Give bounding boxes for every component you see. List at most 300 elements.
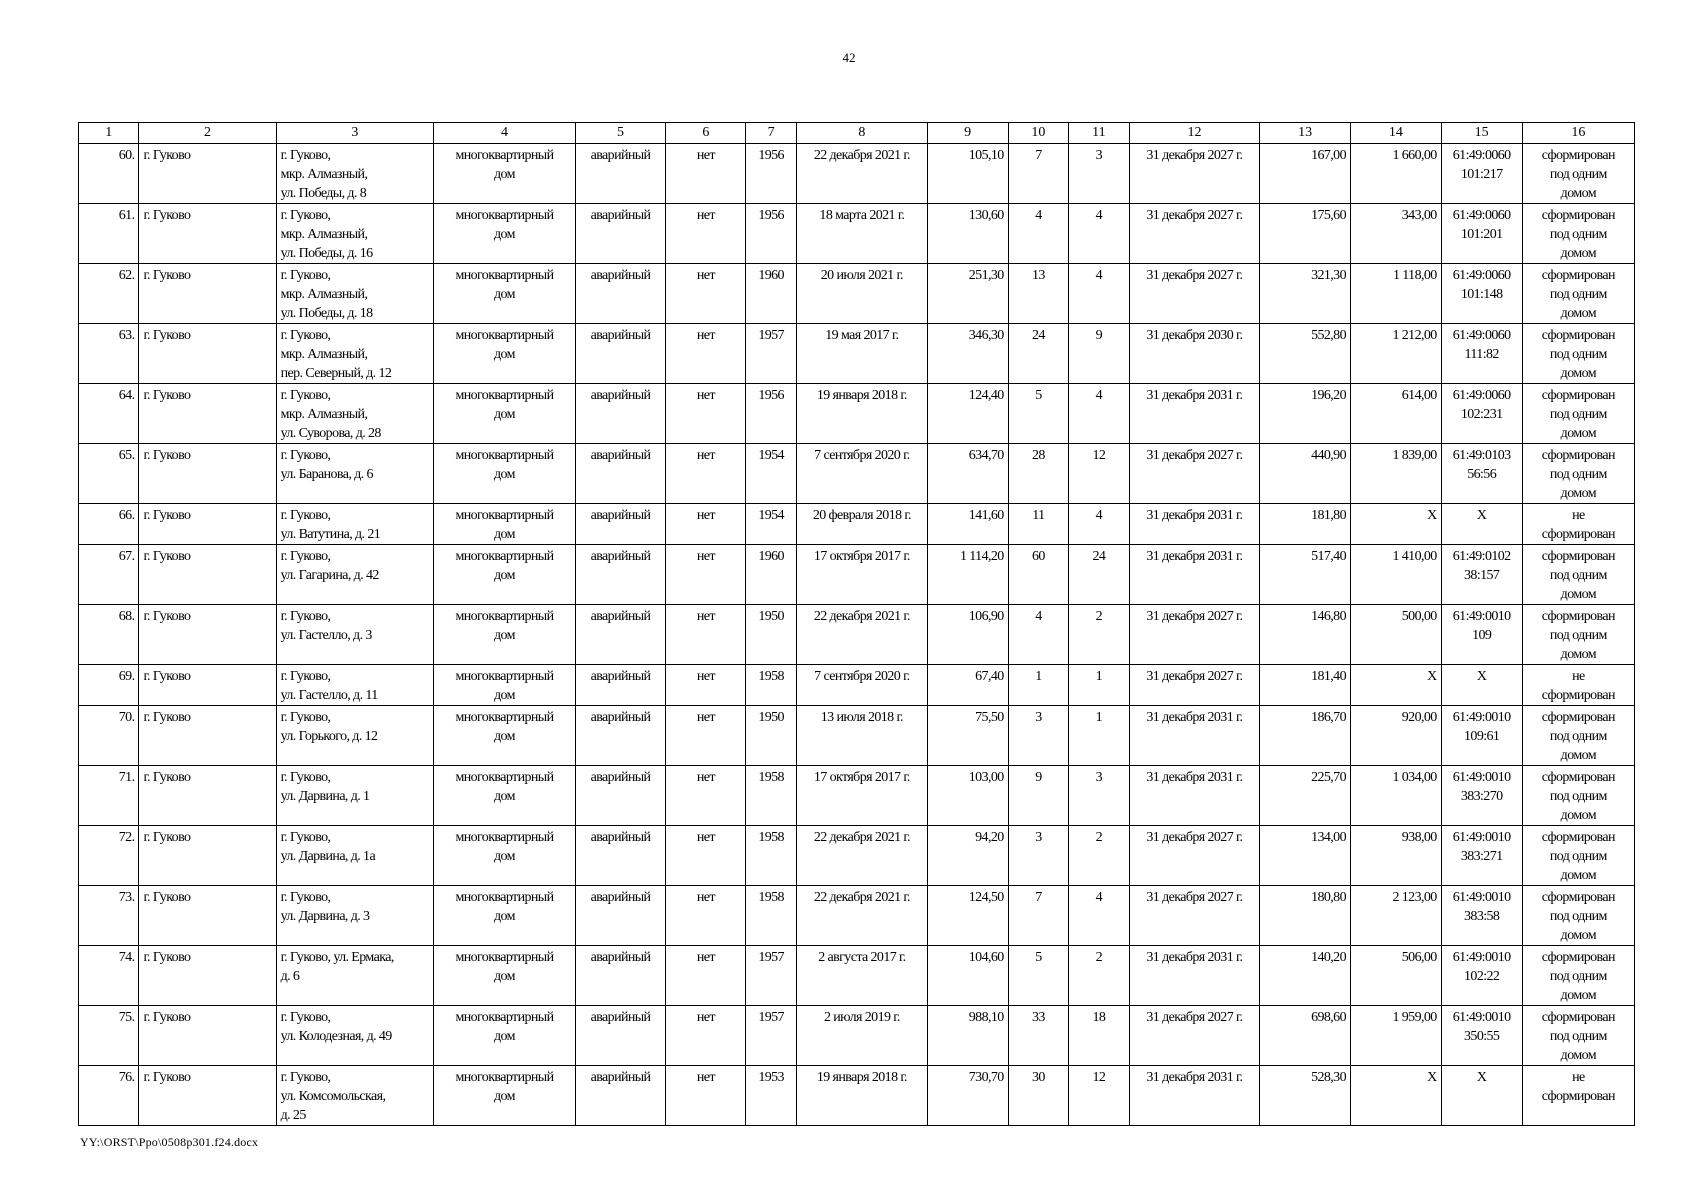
total-area: 730,70 [927, 1066, 1008, 1126]
land-plot-status [1522, 706, 1634, 766]
table-row [79, 706, 1635, 766]
land-plot-status [1522, 766, 1634, 826]
building-type [434, 766, 575, 826]
building-type-line: многоквартирный [455, 1070, 554, 1085]
column-13-value: 181,40 [1260, 665, 1351, 706]
total-area: 67,40 [927, 665, 1008, 706]
column-header-7: 7 [746, 123, 797, 144]
residents-count: 3 [1008, 706, 1068, 766]
address [276, 1006, 434, 1066]
address-line: г. Гуково, [280, 508, 331, 523]
land-plot-status [1522, 384, 1634, 444]
address [276, 144, 434, 204]
building-type-line: многоквартирный [455, 1010, 554, 1025]
settlement: г. Гуково [139, 144, 276, 204]
table-row [79, 264, 1635, 324]
land-plot-area: 920,00 [1350, 706, 1441, 766]
land-plot-status-line: сформирован [1541, 890, 1615, 905]
row-number: 64. [79, 384, 139, 444]
land-plot-status-line: сформирован [1541, 1089, 1615, 1104]
total-area: 104,60 [927, 946, 1008, 1006]
address [276, 605, 434, 665]
cadastral-number [1441, 144, 1522, 204]
address-line: ул. Ватутина, д. 21 [280, 527, 381, 542]
cadastral-number-line: 383:271 [1460, 849, 1503, 864]
resettlement-deadline: 31 декабря 2031 г. [1129, 766, 1260, 826]
land-plot-area: 1 034,00 [1350, 766, 1441, 826]
address [276, 264, 434, 324]
total-area: 141,60 [927, 504, 1008, 545]
building-type-line: многоквартирный [455, 770, 554, 785]
column-header-14: 14 [1350, 123, 1441, 144]
land-plot-status-line: сформирован [1541, 549, 1615, 564]
address-line: д. 6 [280, 969, 300, 984]
building-type [434, 826, 575, 886]
land-plot-area: 343,00 [1350, 204, 1441, 264]
resettlement-deadline: 31 декабря 2027 г. [1129, 826, 1260, 886]
building-type-line: многоквартирный [455, 508, 554, 523]
column-13-value: 134,00 [1260, 826, 1351, 886]
column-header-13: 13 [1260, 123, 1351, 144]
settlement: г. Гуково [139, 826, 276, 886]
settlement: г. Гуково [139, 264, 276, 324]
building-type [434, 144, 575, 204]
apartments-count: 2 [1069, 946, 1129, 1006]
address-line: пер. Северный, д. 12 [280, 366, 392, 381]
building-type-line: дом [494, 568, 515, 583]
address-line: ул. Комсомольская, [280, 1089, 386, 1104]
address-line: ул. Гастелло, д. 3 [280, 628, 372, 643]
address-line: ул. Колодезная, д. 49 [280, 1029, 392, 1044]
cadastral-number-line: 61:49:0010 [1452, 1010, 1511, 1025]
column-13-value: 517,40 [1260, 545, 1351, 605]
cadastral-number-line: 61:49:0060 [1452, 328, 1511, 343]
housing-register-table [78, 122, 1635, 1126]
total-area: 346,30 [927, 324, 1008, 384]
address-line: ул. Суворова, д. 28 [280, 426, 381, 441]
building-type [434, 324, 575, 384]
column-6-value: нет [666, 1066, 746, 1126]
cadastral-number [1441, 384, 1522, 444]
column-6-value: нет [666, 204, 746, 264]
land-plot-status-line: под одним [1549, 227, 1607, 242]
row-number: 68. [79, 605, 139, 665]
building-type [434, 1066, 575, 1126]
address-line: ул. Победы, д. 8 [280, 186, 367, 201]
residents-count: 3 [1008, 826, 1068, 886]
column-13-value: 321,30 [1260, 264, 1351, 324]
land-plot-status-line: сформирован [1541, 328, 1615, 343]
cadastral-number-line: Х [1476, 1070, 1487, 1085]
cadastral-number-line: 383:270 [1460, 789, 1503, 804]
resettlement-deadline: 31 декабря 2027 г. [1129, 144, 1260, 204]
building-status: аварийный [575, 605, 666, 665]
land-plot-status-line: сформирован [1541, 830, 1615, 845]
land-plot-status-line: сформирован [1541, 770, 1615, 785]
column-6-value: нет [666, 545, 746, 605]
building-type-line: дом [494, 407, 515, 422]
land-plot-area: 614,00 [1350, 384, 1441, 444]
building-type [434, 545, 575, 605]
row-number: 74. [79, 946, 139, 1006]
settlement: г. Гуково [139, 605, 276, 665]
construction-year: 1957 [746, 324, 797, 384]
land-plot-status [1522, 324, 1634, 384]
address-line: мкр. Алмазный, [280, 347, 368, 362]
total-area: 1 114,20 [927, 545, 1008, 605]
address-line: ул. Дарвина, д. 1а [280, 849, 376, 864]
column-header-1: 1 [79, 123, 139, 144]
land-plot-area: 1 410,00 [1350, 545, 1441, 605]
column-13-value: 440,90 [1260, 444, 1351, 504]
table-row [79, 144, 1635, 204]
row-number: 65. [79, 444, 139, 504]
apartments-count: 2 [1069, 605, 1129, 665]
address-line: г. Гуково, [280, 770, 331, 785]
row-number: 76. [79, 1066, 139, 1126]
total-area: 130,60 [927, 204, 1008, 264]
land-plot-status-line: под одним [1549, 909, 1607, 924]
construction-year: 1958 [746, 665, 797, 706]
address-line: г. Гуково, ул. Ермака, [280, 950, 394, 965]
recognition-date: 19 января 2018 г. [797, 384, 928, 444]
land-plot-area: 1 660,00 [1350, 144, 1441, 204]
address-line: ул. Горького, д. 12 [280, 729, 378, 744]
apartments-count: 4 [1069, 204, 1129, 264]
land-plot-status-line: не [1572, 508, 1585, 523]
construction-year: 1954 [746, 444, 797, 504]
building-status: аварийный [575, 144, 666, 204]
cadastral-number-line: 38:157 [1464, 568, 1500, 583]
address [276, 766, 434, 826]
land-plot-status-line: под одним [1549, 1029, 1607, 1044]
building-type-line: дом [494, 1089, 515, 1104]
cadastral-number-line: 61:49:0060 [1452, 388, 1511, 403]
building-type-line: дом [494, 1029, 515, 1044]
address-line: г. Гуково, [280, 1010, 331, 1025]
recognition-date: 20 июля 2021 г. [797, 264, 928, 324]
row-number: 62. [79, 264, 139, 324]
land-plot-status [1522, 1066, 1634, 1126]
column-13-value: 180,80 [1260, 886, 1351, 946]
land-plot-status-line: под одним [1549, 849, 1607, 864]
construction-year: 1958 [746, 766, 797, 826]
table-body [79, 123, 1635, 1126]
residents-count: 30 [1008, 1066, 1068, 1126]
address [276, 504, 434, 545]
address-line: ул. Баранова, д. 6 [280, 467, 373, 482]
total-area: 106,90 [927, 605, 1008, 665]
residents-count: 24 [1008, 324, 1068, 384]
building-type-line: многоквартирный [455, 328, 554, 343]
land-plot-status-line: под одним [1549, 568, 1607, 583]
building-type [434, 504, 575, 545]
building-status: аварийный [575, 886, 666, 946]
column-6-value: нет [666, 605, 746, 665]
apartments-count: 3 [1069, 766, 1129, 826]
cadastral-number-line: 61:49:0060 [1452, 208, 1511, 223]
land-plot-status-line: сформирован [1541, 688, 1615, 703]
building-type-line: дом [494, 347, 515, 362]
column-header-5: 5 [575, 123, 666, 144]
construction-year: 1958 [746, 826, 797, 886]
table-row [79, 826, 1635, 886]
address-line: ул. Победы, д. 18 [280, 306, 373, 321]
column-6-value: нет [666, 324, 746, 384]
land-plot-status [1522, 946, 1634, 1006]
construction-year: 1950 [746, 605, 797, 665]
land-plot-status-line: домом [1560, 988, 1596, 1003]
land-plot-status-line: домом [1560, 426, 1596, 441]
table-row [79, 324, 1635, 384]
land-plot-area: 500,00 [1350, 605, 1441, 665]
cadastral-number-line: 102:231 [1460, 407, 1503, 422]
apartments-count: 4 [1069, 886, 1129, 946]
land-plot-status-line: сформирован [1541, 1010, 1615, 1025]
column-header-11: 11 [1069, 123, 1129, 144]
cadastral-number-line: Х [1476, 669, 1487, 684]
building-type-line: многоквартирный [455, 950, 554, 965]
row-number: 66. [79, 504, 139, 545]
land-plot-status [1522, 1006, 1634, 1066]
land-plot-status-line: домом [1560, 486, 1596, 501]
construction-year: 1956 [746, 204, 797, 264]
building-status: аварийный [575, 444, 666, 504]
apartments-count: 4 [1069, 504, 1129, 545]
row-number: 61. [79, 204, 139, 264]
page-number: 42 [842, 50, 856, 65]
cadastral-number [1441, 324, 1522, 384]
building-status: аварийный [575, 324, 666, 384]
land-plot-status [1522, 144, 1634, 204]
column-6-value: нет [666, 1006, 746, 1066]
recognition-date: 22 декабря 2021 г. [797, 886, 928, 946]
address [276, 886, 434, 946]
column-13-value: 196,20 [1260, 384, 1351, 444]
resettlement-deadline: 31 декабря 2027 г. [1129, 605, 1260, 665]
column-13-value: 225,70 [1260, 766, 1351, 826]
cadastral-number-line: 101:148 [1460, 287, 1503, 302]
cadastral-number [1441, 665, 1522, 706]
recognition-date: 19 мая 2017 г. [797, 324, 928, 384]
land-plot-status-line: домом [1560, 306, 1596, 321]
building-type-line: многоквартирный [455, 669, 554, 684]
construction-year: 1960 [746, 545, 797, 605]
column-6-value: нет [666, 766, 746, 826]
resettlement-deadline: 31 декабря 2031 г. [1129, 384, 1260, 444]
total-area: 251,30 [927, 264, 1008, 324]
resettlement-deadline: 31 декабря 2031 г. [1129, 1066, 1260, 1126]
apartments-count: 3 [1069, 144, 1129, 204]
settlement: г. Гуково [139, 444, 276, 504]
residents-count: 28 [1008, 444, 1068, 504]
resettlement-deadline: 31 декабря 2027 г. [1129, 665, 1260, 706]
apartments-count: 1 [1069, 665, 1129, 706]
recognition-date: 2 августа 2017 г. [797, 946, 928, 1006]
row-number: 63. [79, 324, 139, 384]
cadastral-number-line: 383:58 [1464, 909, 1500, 924]
building-type-line: дом [494, 729, 515, 744]
column-header-12: 12 [1129, 123, 1260, 144]
settlement: г. Гуково [139, 384, 276, 444]
column-13-value: 528,30 [1260, 1066, 1351, 1126]
building-status: аварийный [575, 706, 666, 766]
cadastral-number [1441, 826, 1522, 886]
settlement: г. Гуково [139, 204, 276, 264]
address-line: г. Гуково, [280, 148, 331, 163]
land-plot-status [1522, 545, 1634, 605]
cadastral-number-line: 61:49:0010 [1452, 950, 1511, 965]
cadastral-number-line: 111:82 [1464, 347, 1499, 362]
land-plot-area: 938,00 [1350, 826, 1441, 886]
apartments-count: 12 [1069, 1066, 1129, 1126]
column-header-15: 15 [1441, 123, 1522, 144]
settlement: г. Гуково [139, 324, 276, 384]
building-type [434, 946, 575, 1006]
table-row [79, 545, 1635, 605]
column-6-value: нет [666, 946, 746, 1006]
construction-year: 1958 [746, 886, 797, 946]
building-status: аварийный [575, 946, 666, 1006]
column-header-3: 3 [276, 123, 434, 144]
cadastral-number [1441, 504, 1522, 545]
building-type [434, 1006, 575, 1066]
land-plot-status [1522, 826, 1634, 886]
column-6-value: нет [666, 706, 746, 766]
residents-count: 7 [1008, 886, 1068, 946]
land-plot-status-line: сформирован [1541, 710, 1615, 725]
apartments-count: 4 [1069, 264, 1129, 324]
land-plot-status-line: домом [1560, 366, 1596, 381]
residents-count: 4 [1008, 204, 1068, 264]
cadastral-number [1441, 1006, 1522, 1066]
building-type [434, 384, 575, 444]
table-row [79, 504, 1635, 545]
building-type-line: дом [494, 969, 515, 984]
column-6-value: нет [666, 264, 746, 324]
building-type-line: многоквартирный [455, 148, 554, 163]
address-line: ул. Гастелло, д. 11 [280, 688, 378, 703]
cadastral-number-line: 61:49:0010 [1452, 830, 1511, 845]
construction-year: 1957 [746, 946, 797, 1006]
land-plot-status [1522, 886, 1634, 946]
resettlement-deadline: 31 декабря 2031 г. [1129, 706, 1260, 766]
construction-year: 1950 [746, 706, 797, 766]
land-plot-status-line: под одним [1549, 729, 1607, 744]
residents-count: 33 [1008, 1006, 1068, 1066]
land-plot-status-line: домом [1560, 928, 1596, 943]
footer-file-path: YY:\ORST\Ppo\0508p301.f24.docx [80, 1135, 259, 1149]
address-line: мкр. Алмазный, [280, 167, 368, 182]
cadastral-number-line: 109 [1472, 628, 1492, 643]
address-line: г. Гуково, [280, 208, 331, 223]
address [276, 545, 434, 605]
building-status: аварийный [575, 766, 666, 826]
cadastral-number-line: 56:56 [1467, 467, 1497, 482]
resettlement-deadline: 31 декабря 2027 г. [1129, 1006, 1260, 1066]
resettlement-deadline: 31 декабря 2031 г. [1129, 545, 1260, 605]
building-type-line: многоквартирный [455, 549, 554, 564]
cadastral-number [1441, 545, 1522, 605]
residents-count: 60 [1008, 545, 1068, 605]
table-row [79, 946, 1635, 1006]
total-area: 105,10 [927, 144, 1008, 204]
address [276, 204, 434, 264]
construction-year: 1953 [746, 1066, 797, 1126]
cadastral-number-line: 109:61 [1464, 729, 1500, 744]
land-plot-status-line: домом [1560, 748, 1596, 763]
building-type [434, 886, 575, 946]
table-row [79, 886, 1635, 946]
apartments-count: 9 [1069, 324, 1129, 384]
table-row [79, 444, 1635, 504]
address-line: г. Гуково, [280, 710, 331, 725]
address-line: г. Гуково, [280, 1070, 331, 1085]
land-plot-status-line: домом [1560, 1048, 1596, 1063]
cadastral-number [1441, 1066, 1522, 1126]
recognition-date: 7 сентября 2020 г. [797, 444, 928, 504]
building-type-line: дом [494, 909, 515, 924]
land-plot-status-line: сформирован [1541, 950, 1615, 965]
building-type-line: многоквартирный [455, 609, 554, 624]
land-plot-area: 2 123,00 [1350, 886, 1441, 946]
address-line: г. Гуково, [280, 890, 331, 905]
total-area: 75,50 [927, 706, 1008, 766]
recognition-date: 17 октября 2017 г. [797, 545, 928, 605]
land-plot-status-line: под одним [1549, 969, 1607, 984]
row-number: 60. [79, 144, 139, 204]
building-type-line: многоквартирный [455, 388, 554, 403]
total-area: 94,20 [927, 826, 1008, 886]
recognition-date: 22 декабря 2021 г. [797, 605, 928, 665]
column-13-value: 552,80 [1260, 324, 1351, 384]
land-plot-area: Х [1350, 504, 1441, 545]
residents-count: 7 [1008, 144, 1068, 204]
cadastral-number-line: 101:201 [1460, 227, 1503, 242]
residents-count: 4 [1008, 605, 1068, 665]
land-plot-status-line: не [1572, 669, 1585, 684]
construction-year: 1956 [746, 384, 797, 444]
address [276, 1066, 434, 1126]
building-type-line: многоквартирный [455, 268, 554, 283]
construction-year: 1956 [746, 144, 797, 204]
building-type [434, 444, 575, 504]
row-number: 72. [79, 826, 139, 886]
building-status: аварийный [575, 264, 666, 324]
recognition-date: 22 декабря 2021 г. [797, 826, 928, 886]
column-6-value: нет [666, 826, 746, 886]
table-row [79, 204, 1635, 264]
land-plot-status-line: под одним [1549, 167, 1607, 182]
resettlement-deadline: 31 декабря 2031 г. [1129, 504, 1260, 545]
column-header-8: 8 [797, 123, 928, 144]
address-line: г. Гуково, [280, 388, 331, 403]
address [276, 946, 434, 1006]
column-header-10: 10 [1008, 123, 1068, 144]
building-type-line: дом [494, 688, 515, 703]
row-number: 70. [79, 706, 139, 766]
address-line: ул. Победы, д. 16 [280, 246, 373, 261]
land-plot-status-line: под одним [1549, 628, 1607, 643]
building-type-line: дом [494, 227, 515, 242]
row-number: 69. [79, 665, 139, 706]
column-13-value: 140,20 [1260, 946, 1351, 1006]
resettlement-deadline: 31 декабря 2027 г. [1129, 444, 1260, 504]
column-6-value: нет [666, 504, 746, 545]
table-row [79, 665, 1635, 706]
residents-count: 5 [1008, 946, 1068, 1006]
address [276, 706, 434, 766]
